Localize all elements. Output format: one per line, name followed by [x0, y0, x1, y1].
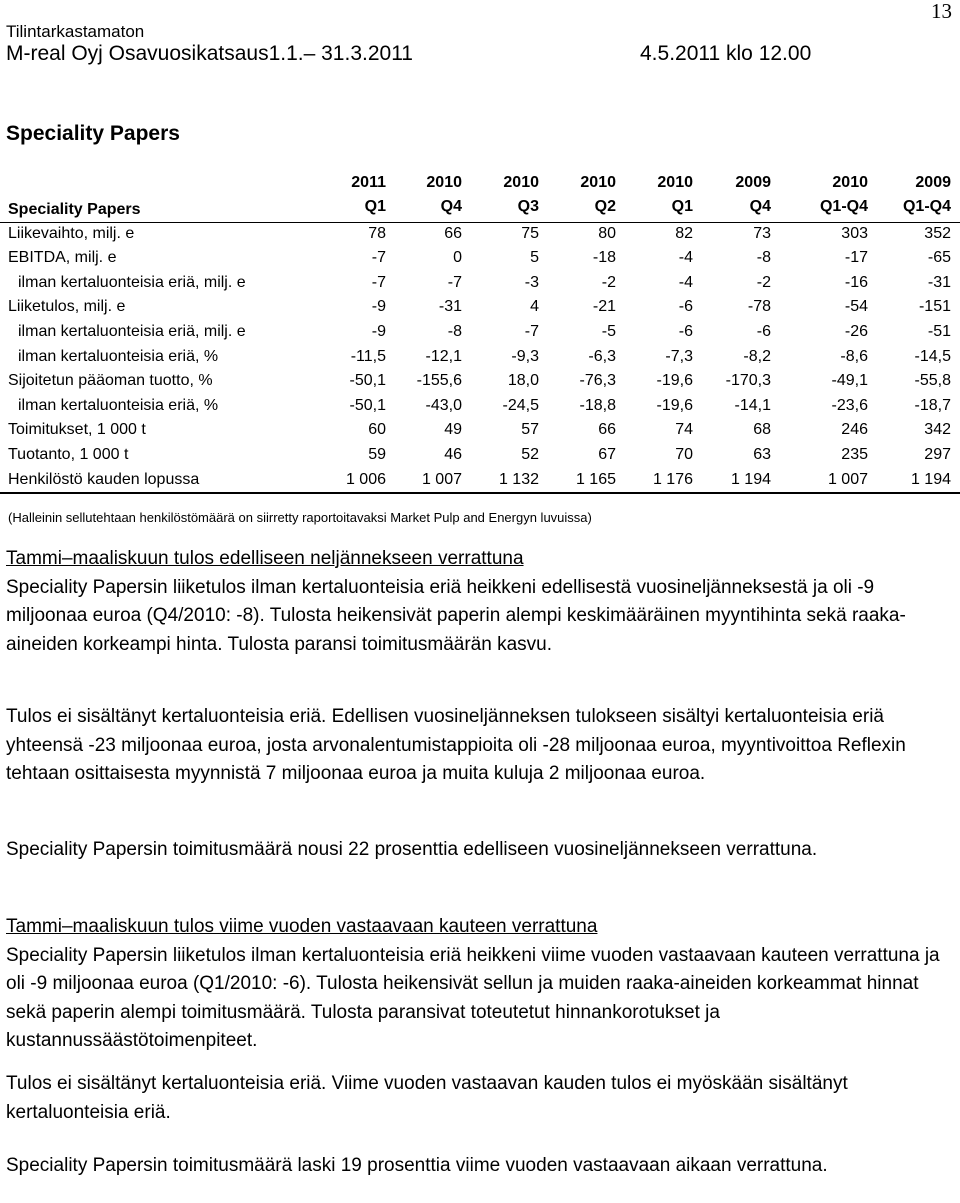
- table-row: [0, 222, 960, 247]
- paragraph-block-1: [6, 545, 954, 659]
- paragraph-1: Speciality Papersin liiketulos ilman kertaluonteisia eriä heikkeni edellisestä vuosineljänneksestä ja oli -9 miljoonaa euroa (Q4/2010: -8). Tulosta heikensivät paperin alempi keskimääräinen myyntihinta sekä raaka-aineiden korkeampi hinta. Tulosta paransi toimitusmäärän kasvu.: [6, 576, 906, 655]
- column-year: 2009: [915, 174, 951, 191]
- table-cell: 68: [753, 421, 771, 439]
- column-header: [351, 171, 386, 219]
- section-title: Speciality Papers: [6, 122, 180, 145]
- table-cell: -14,1: [734, 396, 771, 414]
- table-cell: 1 194: [730, 470, 771, 488]
- column-header: [657, 171, 693, 219]
- row-label: Henkilöstö kauden lopussa: [8, 470, 200, 488]
- table-cell: -76,3: [579, 372, 616, 390]
- table-cell: -5: [601, 322, 616, 340]
- table-cell: -18: [592, 249, 616, 267]
- table-cell: 18,0: [507, 372, 539, 390]
- table-cell: -18,7: [914, 396, 951, 414]
- table-cell: -31: [927, 273, 951, 291]
- table-cell: -12,1: [425, 347, 462, 365]
- column-period: Q1-Q4: [819, 198, 868, 215]
- table-cell: 75: [521, 224, 539, 242]
- table-cell: -6: [756, 322, 771, 340]
- column-header: [820, 171, 868, 219]
- table-cell: -24,5: [502, 396, 539, 414]
- column-period: Q4: [749, 198, 771, 215]
- table-cell: -8: [447, 322, 462, 340]
- table-cell: 1 176: [652, 470, 693, 488]
- table-cell: 246: [841, 421, 868, 439]
- table-row: [0, 394, 960, 419]
- table-cell: -21: [592, 298, 616, 316]
- row-label: ilman kertaluonteisia eriä, milj. e: [18, 322, 246, 340]
- table-cell: 70: [675, 445, 693, 463]
- paragraph-4: Speciality Papersin liiketulos ilman kertaluonteisia eriä heikkeni viime vuoden vastaavaan kauteen verrattuna ja oli -9 miljoonaa euroa (Q1/2010: -6). Tulosta heikensivät sellun ja muiden raaka-aineiden korkeammat hinnat sekä paperin alempi toimitusmäärä. Tulosta paransivat toteutetut hinnankorotukset ja kustannussäästötoimenpiteet.: [6, 944, 940, 1052]
- table-row: [0, 468, 960, 493]
- table-cell: -4: [678, 273, 693, 291]
- column-period: Q1: [671, 198, 693, 215]
- table-cell: -8: [756, 249, 771, 267]
- table-cell: 1 007: [421, 470, 462, 488]
- table-row: [0, 320, 960, 345]
- table-cell: -50,1: [349, 372, 386, 390]
- row-label: Toimitukset, 1 000 t: [8, 421, 146, 439]
- table-cell: 5: [530, 249, 539, 267]
- table-cell: 46: [444, 445, 462, 463]
- table-cell: -9,3: [511, 347, 539, 365]
- table-cell: -17: [844, 249, 868, 267]
- heading-vs-previous-year: Tammi–maaliskuun tulos viime vuoden vastaavaan kauteen verrattuna: [6, 916, 598, 937]
- table-cell: -8,2: [743, 347, 771, 365]
- paragraph-5: Tulos ei sisältänyt kertaluonteisia eriä. Viime vuoden vastaavan kauden tulos ei myöskään sisältänyt kertaluonteisia eriä.: [6, 1073, 848, 1123]
- table-header-row: [0, 170, 960, 222]
- table-header-label: Speciality Papers: [8, 201, 141, 218]
- table-cell: -23,6: [831, 396, 868, 414]
- table-cell: 0: [453, 249, 462, 267]
- table-row: [0, 419, 960, 444]
- column-period: Q1: [364, 198, 386, 215]
- table-cell: 49: [444, 421, 462, 439]
- table-cell: -19,6: [656, 396, 693, 414]
- table-cell: 1 194: [910, 470, 951, 488]
- row-label: ilman kertaluonteisia eriä, %: [18, 347, 219, 365]
- table-cell: -9: [371, 298, 386, 316]
- table-cell: 352: [924, 224, 951, 242]
- column-year: 2011: [351, 174, 386, 191]
- table-cell: -18,8: [579, 396, 616, 414]
- table-cell: 82: [675, 224, 693, 242]
- table-row: [0, 345, 960, 370]
- table-row: [0, 271, 960, 296]
- table-cell: -7: [371, 273, 386, 291]
- column-year: 2010: [657, 174, 693, 191]
- report-title: M-real Oyj Osavuosikatsaus1.1.– 31.3.2011: [6, 42, 413, 65]
- column-header: [903, 171, 951, 219]
- table-cell: -2: [756, 273, 771, 291]
- column-year: 2010: [503, 174, 539, 191]
- table-cell: -6,3: [588, 347, 616, 365]
- table-cell: 342: [924, 421, 951, 439]
- row-label: ilman kertaluonteisia eriä, %: [18, 396, 219, 414]
- column-header: [503, 171, 539, 219]
- table-cell: 297: [924, 445, 951, 463]
- table-bottom-rule: [0, 492, 960, 494]
- column-period: Q3: [517, 198, 539, 215]
- table-cell: -51: [927, 322, 951, 340]
- table-cell: 67: [598, 445, 616, 463]
- column-period: Q2: [594, 198, 616, 215]
- table-cell: -155,6: [416, 372, 462, 390]
- table-cell: -43,0: [425, 396, 462, 414]
- table-cell: 1 132: [498, 470, 539, 488]
- table-cell: -6: [678, 298, 693, 316]
- table-row: [0, 247, 960, 272]
- table-cell: -49,1: [831, 372, 868, 390]
- table-footnote: (Halleinin sellutehtaan henkilöstömäärä on siirretty raportoitavaksi Market Pulp and Energyn luvuissa): [8, 510, 592, 525]
- page-number: 13: [931, 0, 952, 23]
- table-cell: 73: [753, 224, 771, 242]
- table-cell: 66: [598, 421, 616, 439]
- table-cell: 235: [841, 445, 868, 463]
- table-cell: 4: [530, 298, 539, 316]
- table-cell: -16: [844, 273, 868, 291]
- column-year: 2009: [735, 174, 771, 191]
- table-cell: -8,6: [840, 347, 868, 365]
- table-cell: -7: [447, 273, 462, 291]
- row-label: Liiketulos, milj. e: [8, 298, 126, 316]
- table-cell: -3: [524, 273, 539, 291]
- table-cell: 303: [841, 224, 868, 242]
- table-cell: -7: [524, 322, 539, 340]
- column-period: Q1-Q4: [902, 198, 951, 215]
- table-cell: -6: [678, 322, 693, 340]
- table-cell: 52: [521, 445, 539, 463]
- table-cell: -151: [918, 298, 951, 316]
- table-row: [0, 443, 960, 468]
- heading-vs-previous-quarter: Tammi–maaliskuun tulos edelliseen neljännekseen verrattuna: [6, 548, 524, 569]
- row-label: EBITDA, milj. e: [8, 249, 117, 267]
- table-cell: -11,5: [350, 347, 386, 365]
- table-cell: 63: [753, 445, 771, 463]
- table-cell: -26: [844, 322, 868, 340]
- paragraph-2: Tulos ei sisältänyt kertaluonteisia eriä. Edellisen vuosineljänneksen tulokseen sisältyi kertaluonteisia eriä yhteensä -23 miljoonaa euroa, josta arvonalentumistappioita oli -28 miljoonaa euroa, myyntivoittoa Reflexin tehtaan osittaisesta myynnistä 7 miljoonaa euroa ja muita kuluja 2 miljoonaa euroa.: [6, 706, 906, 785]
- table-cell: -19,6: [656, 372, 693, 390]
- table-cell: -4: [678, 249, 693, 267]
- column-period: Q4: [440, 198, 462, 215]
- row-label: Sijoitetun pääoman tuotto, %: [8, 372, 213, 390]
- table-cell: -7: [371, 249, 386, 267]
- column-header: [426, 171, 462, 219]
- table-row: [0, 370, 960, 395]
- table-cell: 1 165: [575, 470, 616, 488]
- column-header: [735, 171, 771, 219]
- financial-table: [0, 170, 960, 493]
- table-cell: 66: [444, 224, 462, 242]
- paragraph-6: Speciality Papersin toimitusmäärä laski 19 prosenttia viime vuoden vastaavaan aikaan verrattuna.: [6, 1155, 828, 1176]
- table-cell: 59: [368, 445, 386, 463]
- table-cell: -78: [747, 298, 771, 316]
- table-cell: -14,5: [914, 347, 951, 365]
- paragraph-3: Speciality Papersin toimitusmäärä nousi 22 prosenttia edelliseen vuosineljännekseen verrattuna.: [6, 839, 818, 860]
- paragraph-block-2: [6, 913, 954, 1056]
- table-cell: -31: [438, 298, 462, 316]
- table-cell: 1 006: [345, 470, 386, 488]
- column-year: 2010: [426, 174, 462, 191]
- column-header: [580, 171, 616, 219]
- table-cell: -170,3: [725, 372, 771, 390]
- table-cell: 1 007: [827, 470, 868, 488]
- table-cell: 60: [368, 421, 386, 439]
- table-cell: -54: [844, 298, 868, 316]
- report-date: 4.5.2011 klo 12.00: [640, 42, 812, 65]
- table-cell: 80: [598, 224, 616, 242]
- table-cell: 78: [368, 224, 386, 242]
- table-cell: -2: [601, 273, 616, 291]
- table-cell: -55,8: [914, 372, 951, 390]
- table-cell: -9: [371, 322, 386, 340]
- row-label: ilman kertaluonteisia eriä, milj. e: [18, 273, 246, 291]
- report-label: Tilintarkastamaton: [6, 22, 145, 41]
- column-year: 2010: [580, 174, 616, 191]
- table-cell: -7,3: [665, 347, 693, 365]
- table-cell: -50,1: [349, 396, 386, 414]
- table-row: [0, 296, 960, 321]
- table-cell: 57: [521, 421, 539, 439]
- table-cell: 74: [675, 421, 693, 439]
- column-year: 2010: [832, 174, 868, 191]
- row-label: Tuotanto, 1 000 t: [8, 445, 129, 463]
- table-cell: -65: [927, 249, 951, 267]
- row-label: Liikevaihto, milj. e: [8, 224, 135, 242]
